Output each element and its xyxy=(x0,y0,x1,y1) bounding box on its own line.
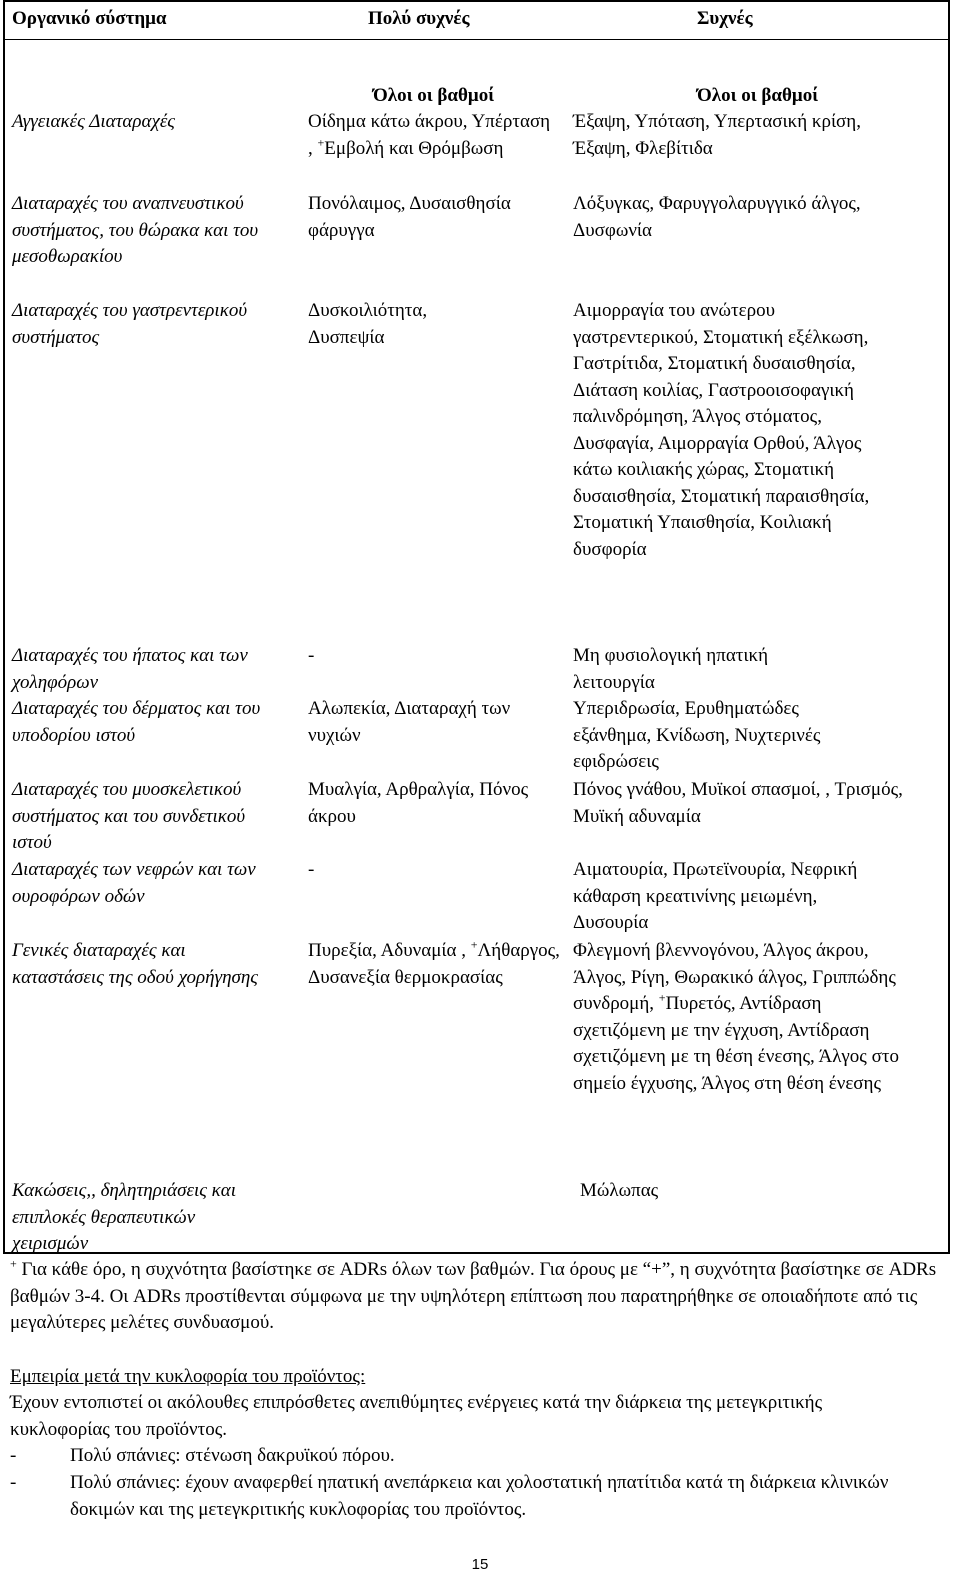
organ-hepatobiliary: Διαταραχές του ήπατος και των χοληφόρων xyxy=(12,645,248,693)
postmarketing-heading: Εμπειρία μετά την κυκλοφορία του προϊόντος: xyxy=(10,1366,366,1387)
common-musculoskeletal: Πόνος γνάθου, Μυϊκοί σπασμοί, , Τρισμός, Μυϊκή αδυναμία xyxy=(573,779,903,827)
subheader-common-all-grades: Όλοι οι βαθμοί xyxy=(697,85,819,106)
postmarketing-intro: Έχουν εντοπιστεί οι ακόλουθες επιπρόσθετες ανεπιθύμητες ενέργειες κατά την διάρκεια της μετεγκριτικής κυκλοφορίας του προϊόντος. xyxy=(10,1392,823,1440)
list-dash: - xyxy=(10,1472,17,1493)
common-respiratory: Λόξυγκας, Φαρυγγολαρυγγικό άλγος, Δυσφωνία xyxy=(573,193,861,241)
common-gastrointestinal: Αιμορραγία του ανώτερου γαστρεντερικού, Στοματική εξέλκωση, Γαστρίτιδα, Στοματική δυσαισθησία, Διάταση κοιλίας, Γαστροοισοφαγική παλινδρόμηση, Άλγος στόματος, Δυσφαγία, Αιμορραγία Ορθού, Άλγος κάτω κοιλιακής χώρας, Στοματική δυσαισθησία, Στοματική παραισθησία, Στοματική Υπαισθησία, Κοιλιακή δυσφορία xyxy=(573,300,870,560)
organ-injury: Κακώσεις,, δηλητηριάσεις και επιπλοκές θεραπευτικών χειρισμών xyxy=(12,1180,237,1254)
header-divider xyxy=(3,39,950,40)
list-item-text: Πολύ σπάνιες: έχουν αναφερθεί ηπατική ανεπάρκεια και χολοστατική ηπατίτιδα κατά τη διάρκεια κλινικών δοκιμών και της μετεγκριτικής κυκλοφορίας του προϊόντος. xyxy=(70,1472,889,1520)
common-skin: Υπεριδρωσία, Ερυθηματώδες εξάνθημα, Κνίδωση, Νυχτερινές εφιδρώσεις xyxy=(573,698,821,772)
list-item-text: Πολύ σπάνιες: στένωση δακρυϊκού πόρου. xyxy=(70,1445,395,1466)
common-general: Φλεγμονή βλεννογόνου, Άλγος άκρου, Άλγος, Ρίγη, Θωρακικό άλγος, Γριππώδης συνδρομή, +Πυρετός, Αντίδραση σχετιζόμενη με την έγχυση, Αντίδραση σχετιζόμενη με τη θέση ένεσης, Άλγος στο σημείο έγχυσης, Άλγος στη θέση ένεσης xyxy=(573,940,899,1094)
common-hepatobiliary: Μη φυσιολογική ηπατική λειτουργία xyxy=(573,645,769,693)
common-injury: Μώλωπας xyxy=(580,1180,659,1201)
very-common-gastrointestinal: Δυσκοιλιότητα, Δυσπεψία xyxy=(308,300,428,348)
very-common-renal: - xyxy=(308,859,315,880)
very-common-musculoskeletal: Μυαλγία, Αρθραλγία, Πόνος άκρου xyxy=(308,779,529,827)
list-dash: - xyxy=(10,1445,17,1466)
page-number: 15 xyxy=(471,1556,489,1573)
organ-vascular: Αγγειακές Διαταραχές xyxy=(12,111,176,132)
very-common-general: Πυρεξία, Αδυναμία , +Λήθαργος, Δυσανεξία θερμοκρασίας xyxy=(308,937,560,988)
very-common-vascular: Οίδημα κάτω άκρου, Υπέρταση , +Εμβολή και Θρόμβωση xyxy=(308,111,551,159)
header-very-common: Πολύ συχνές xyxy=(368,8,470,29)
common-vascular: Έξαψη, Υπόταση, Υπερτασική κρίση, Έξαψη, Φλεβίτιδα xyxy=(573,111,861,159)
header-common: Συχνές xyxy=(697,8,753,29)
header-organ-system: Οργανικό σύστημα xyxy=(12,8,167,29)
subheader-very-common-all-grades: Όλοι οι βαθμοί xyxy=(373,85,495,106)
organ-general: Γενικές διαταραχές και καταστάσεις της οδού χορήγησης xyxy=(12,940,259,988)
organ-renal: Διαταραχές των νεφρών και των ουροφόρων οδών xyxy=(12,859,256,907)
organ-musculoskeletal: Διαταραχές του μυοσκελετικού συστήματος και του συνδετικού ιστού xyxy=(12,779,246,853)
organ-respiratory: Διαταραχές του αναπνευστικού συστήματος, του θώρακα και του μεσοθωρακίου xyxy=(12,193,259,267)
organ-skin: Διαταραχές του δέρματος και του υποδορίου ιστού xyxy=(12,698,261,746)
very-common-hepatobiliary: - xyxy=(308,645,315,666)
very-common-skin: Αλωπεκία, Διαταραχή των νυχιών xyxy=(308,698,511,746)
very-common-respiratory: Πονόλαιμος, Δυσαισθησία φάρυγγα xyxy=(308,193,511,241)
common-renal: Αιματουρία, Πρωτεϊνουρία, Νεφρική κάθαρση κρεατινίνης μειωμένη, Δυσουρία xyxy=(573,859,858,933)
footnote: + Για κάθε όρο, η συχνότητα βασίστηκε σε ADRs όλων των βαθμών. Για όρους με “+”, η συχνότητα βασίστηκε σε ADRs βαθμών 3-4. Οι ADRs προστίθενται σύμφωνα με την υψηλότερη επίπτωση που παρατηρήθηκε σε οποιαδήποτε από τις μεγαλύτερες μελέτες συνδυασμού. xyxy=(10,1256,937,1333)
organ-gastrointestinal: Διαταραχές του γαστρεντερικού συστήματος xyxy=(12,300,248,348)
